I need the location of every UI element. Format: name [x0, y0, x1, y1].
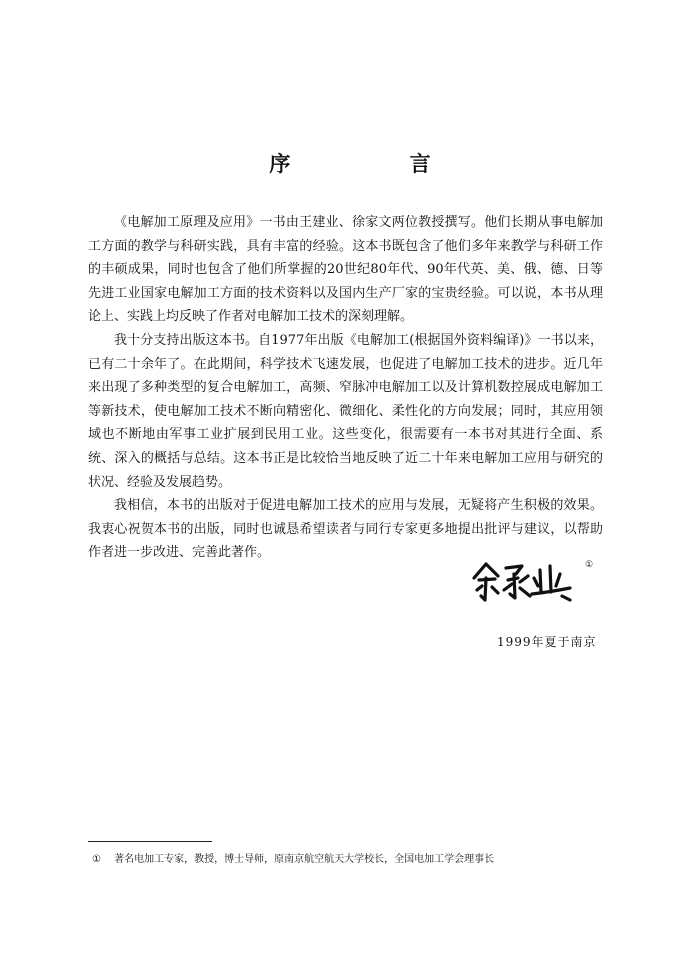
paragraph-3: 我相信，本书的出版对于促进电解加工技术的应用与发展，无疑将产生积极的效果。我衷心祝贺本书的出版，同时也诚恳希望读者与同行专家更多地提出批评与建议，以帮助作者进一步改进、完善此著作。 [88, 498, 603, 561]
page-title: 序 言 [269, 151, 487, 176]
footnote-text: 著名电加工专家，教授，博士导师，原南京航空航天大学校长，全国电加工学会理事长 [114, 854, 495, 865]
signature-footnote-mark: ① [585, 560, 594, 570]
footnote [92, 850, 494, 865]
signature-image [470, 556, 590, 608]
preface-body [88, 211, 603, 565]
footnote-mark: ① [92, 854, 101, 865]
paragraph-1: 《电解加工原理及应用》一书由王建业、徐家文两位教授撰写。他们长期从事电解加工方面的教学与科研实践，具有丰富的经验。这本书既包含了他们多年来教学与科研工作的丰硕成果，同时也包含了他们所掌握的20世纪80年代、90年代英、美、俄、德、日等先进工业国家电解加工方面的技术资料以及国内生产厂家的宝贵经验。可以说，本书从理论上、实践上均反映了作者对电解加工技术的深刻理解。 [88, 215, 603, 325]
date-place: 1999年夏于南京 [497, 635, 597, 649]
paragraph-2: 我十分支持出版这本书。自1977年出版《电解加工(根据国外资料编译)》一书以来，已有二十余年了。在此期间，科学技术飞速发展，也促进了电解加工技术的进步。近几年来出现了多种类型的复合电解加工，高频、窄脉冲电解加工以及计算机数控展成电解加工等新技术，使电解加工技术不断向精密化、微细化、柔性化的方向发展；同时，其应用领域也不断地由军事工业扩展到民用工业。这些变化，很需要有一本书对其进行全面、系统、深入的概括与总结。这本书正是比较恰当地反映了近二十年来电解加工应用与研究的状况、经验及发展趋势。 [88, 332, 603, 490]
footnote-divider [88, 841, 212, 842]
handwritten-signature [470, 556, 590, 608]
